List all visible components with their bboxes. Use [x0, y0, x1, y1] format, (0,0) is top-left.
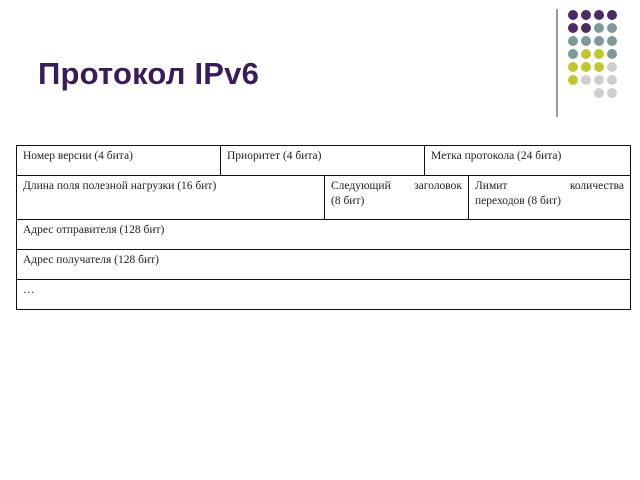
decorative-dot	[607, 88, 617, 98]
decorative-dot	[568, 36, 578, 46]
decorative-dot	[594, 23, 604, 33]
payload-length-field-cell: Длина поля полезной нагрузки (16 бит)	[17, 176, 325, 220]
decorative-dot-grid	[568, 10, 628, 105]
decorative-divider-line	[556, 9, 558, 117]
decorative-dot	[581, 10, 591, 20]
priority-field-cell: Приоритет (4 бита)	[221, 146, 425, 176]
decorative-dot	[594, 36, 604, 46]
table-row	[17, 220, 631, 250]
source-address-field-cell: Адрес отправителя (128 бит)	[17, 220, 631, 250]
table-row	[17, 176, 631, 220]
decorative-dot	[594, 88, 604, 98]
decorative-dot	[607, 62, 617, 72]
hop-limit-field-cell	[469, 176, 631, 220]
flow-label-field-cell: Метка протокола (24 бита)	[425, 146, 631, 176]
decorative-dot	[568, 23, 578, 33]
table-row	[17, 280, 631, 310]
hop-limit-size: переходов (8 бит)	[475, 195, 561, 207]
decorative-dot	[594, 10, 604, 20]
decorative-dot	[581, 75, 591, 85]
decorative-dot	[568, 62, 578, 72]
slide-title: Протокол IPv6	[38, 56, 260, 91]
decorative-dot	[594, 62, 604, 72]
next-header-size: (8 бит)	[331, 195, 365, 207]
ellipsis-cell: …	[17, 280, 631, 310]
decorative-dot	[581, 62, 591, 72]
decorative-dot	[607, 23, 617, 33]
decorative-dot	[607, 75, 617, 85]
decorative-dot	[581, 36, 591, 46]
hop-limit-label: Лимит количества	[475, 180, 625, 192]
decorative-dot	[607, 49, 617, 59]
decorative-dot	[581, 23, 591, 33]
decorative-dot	[607, 36, 617, 46]
table-row	[17, 146, 631, 176]
decorative-dot	[581, 49, 591, 59]
version-field-cell: Номер версии (4 бита)	[17, 146, 221, 176]
next-header-label: Следующий заголовок	[331, 180, 462, 192]
ipv6-header-table	[16, 145, 631, 310]
decorative-dot	[594, 49, 604, 59]
table-row	[17, 250, 631, 280]
next-header-field-cell	[325, 176, 469, 220]
decorative-dot	[568, 75, 578, 85]
decorative-dot	[568, 49, 578, 59]
decorative-dot	[568, 10, 578, 20]
decorative-dot	[594, 75, 604, 85]
destination-address-field-cell: Адрес получателя (128 бит)	[17, 250, 631, 280]
decorative-dot	[607, 10, 617, 20]
